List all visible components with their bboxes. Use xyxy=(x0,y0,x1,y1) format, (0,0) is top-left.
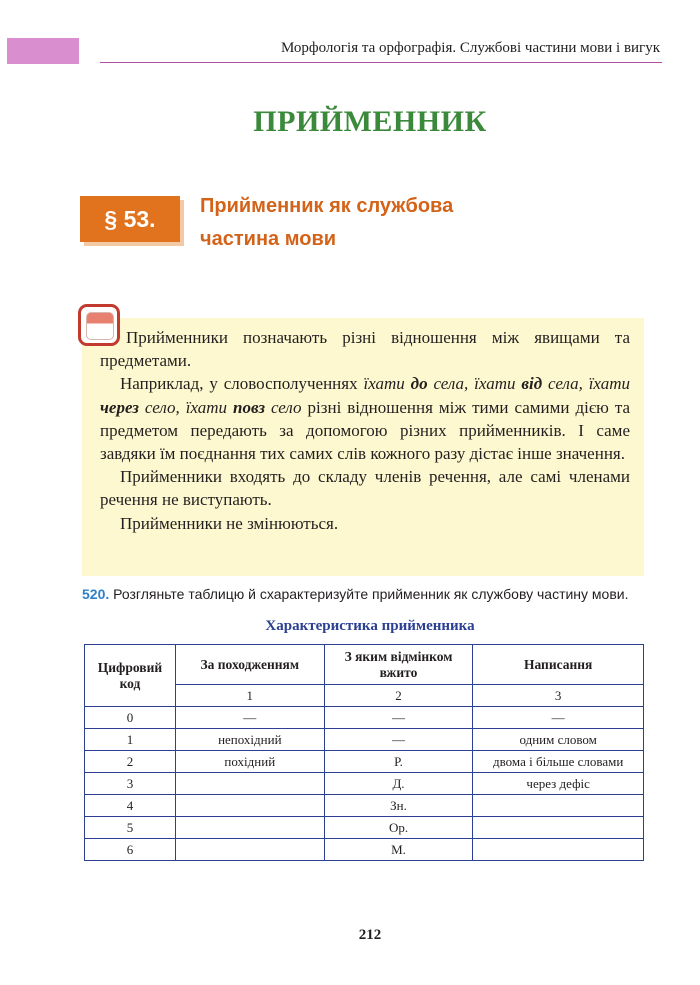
cell-code: 6 xyxy=(85,839,176,861)
running-header: Морфологія та орфографія. Службові частини мови і вигук xyxy=(280,40,660,56)
col-number: 3 xyxy=(473,685,644,707)
col-number: 2 xyxy=(324,685,473,707)
rule-p2-text: Наприклад, у словосполученнях xyxy=(120,374,364,394)
header-spelling: Написання xyxy=(473,645,644,685)
section-title-line-2: частина мови xyxy=(200,228,337,250)
table-header-row xyxy=(85,645,644,685)
cell-case: Д. xyxy=(324,773,473,795)
rule-paragraph-2 xyxy=(100,372,630,465)
cell-origin: — xyxy=(175,707,324,729)
table-row xyxy=(85,773,644,795)
table-row xyxy=(85,729,644,751)
table-row xyxy=(85,795,644,817)
rule-text xyxy=(100,326,630,535)
cell-spelling: — xyxy=(473,707,644,729)
cell-code: 2 xyxy=(85,751,176,773)
cell-case: Р. xyxy=(324,751,473,773)
cell-code: 4 xyxy=(85,795,176,817)
example-word: село, їхати xyxy=(144,397,228,417)
example-word: село xyxy=(270,397,302,417)
header-color-tab xyxy=(7,38,79,64)
rule-paragraph-1: Прийменники позначають різні відношення між явищами та предметами. xyxy=(100,328,630,371)
cell-case: — xyxy=(324,729,473,751)
example-preposition: до xyxy=(410,374,428,394)
cell-spelling: двома і більше словами xyxy=(473,751,644,773)
header-origin: За походженням xyxy=(175,645,324,685)
task-520 xyxy=(82,586,628,602)
col-number: 1 xyxy=(175,685,324,707)
cell-code: 0 xyxy=(85,707,176,729)
table-row xyxy=(85,817,644,839)
example-word: села, їхати xyxy=(433,374,516,394)
chapter-title: ПРИЙМЕННИК xyxy=(253,105,487,138)
cell-origin xyxy=(175,795,324,817)
cell-case: — xyxy=(324,707,473,729)
header-case: З яким відмінком вжито xyxy=(324,645,473,685)
task-number: 520. xyxy=(82,586,110,602)
section-title xyxy=(200,190,560,256)
rule-p2-text: різні відношення між тими самими дією та предметом передають за допомогою різних прийменників. І саме завдяки їм поєднання тих самих слів кожного разу дістає інше значення. xyxy=(100,397,631,464)
preposition-table xyxy=(84,644,644,861)
cell-code: 5 xyxy=(85,817,176,839)
table-caption: Характеристика прийменника xyxy=(265,618,475,634)
cell-code: 1 xyxy=(85,729,176,751)
example-preposition: через xyxy=(100,397,139,417)
section-title-line-1: Прийменник як службова xyxy=(200,195,454,217)
cell-origin xyxy=(175,773,324,795)
header-divider xyxy=(100,62,662,63)
table-row xyxy=(85,707,644,729)
rule-paragraph-4: Прийменники не змінюються. xyxy=(120,513,339,533)
table-row xyxy=(85,751,644,773)
example-word: села, їхати xyxy=(548,374,631,394)
example-word: їхати xyxy=(363,374,405,394)
example-preposition: повз xyxy=(233,397,265,417)
cell-origin: непохідний xyxy=(175,729,324,751)
cell-origin: похідний xyxy=(175,751,324,773)
example-preposition: від xyxy=(521,374,543,394)
cell-spelling xyxy=(473,839,644,861)
cell-case: М. xyxy=(324,839,473,861)
page-number: 212 xyxy=(358,927,382,943)
cell-spelling xyxy=(473,817,644,839)
cell-case: Зн. xyxy=(324,795,473,817)
task-text: Розгляньте таблицю й схарактеризуйте прийменник як службову частину мови. xyxy=(113,586,629,602)
cell-spelling: через дефіс xyxy=(473,773,644,795)
cell-spelling: одним словом xyxy=(473,729,644,751)
cell-origin xyxy=(175,817,324,839)
cell-code: 3 xyxy=(85,773,176,795)
table-row xyxy=(85,839,644,861)
cell-case: Ор. xyxy=(324,817,473,839)
cell-origin xyxy=(175,839,324,861)
section-number-badge: § 53. xyxy=(80,196,180,242)
cell-spelling xyxy=(473,795,644,817)
header-code: Цифровий код xyxy=(85,645,176,707)
rule-paragraph-3: Прийменники входять до складу членів речення, але самі членами речення не виступають. xyxy=(100,467,630,510)
